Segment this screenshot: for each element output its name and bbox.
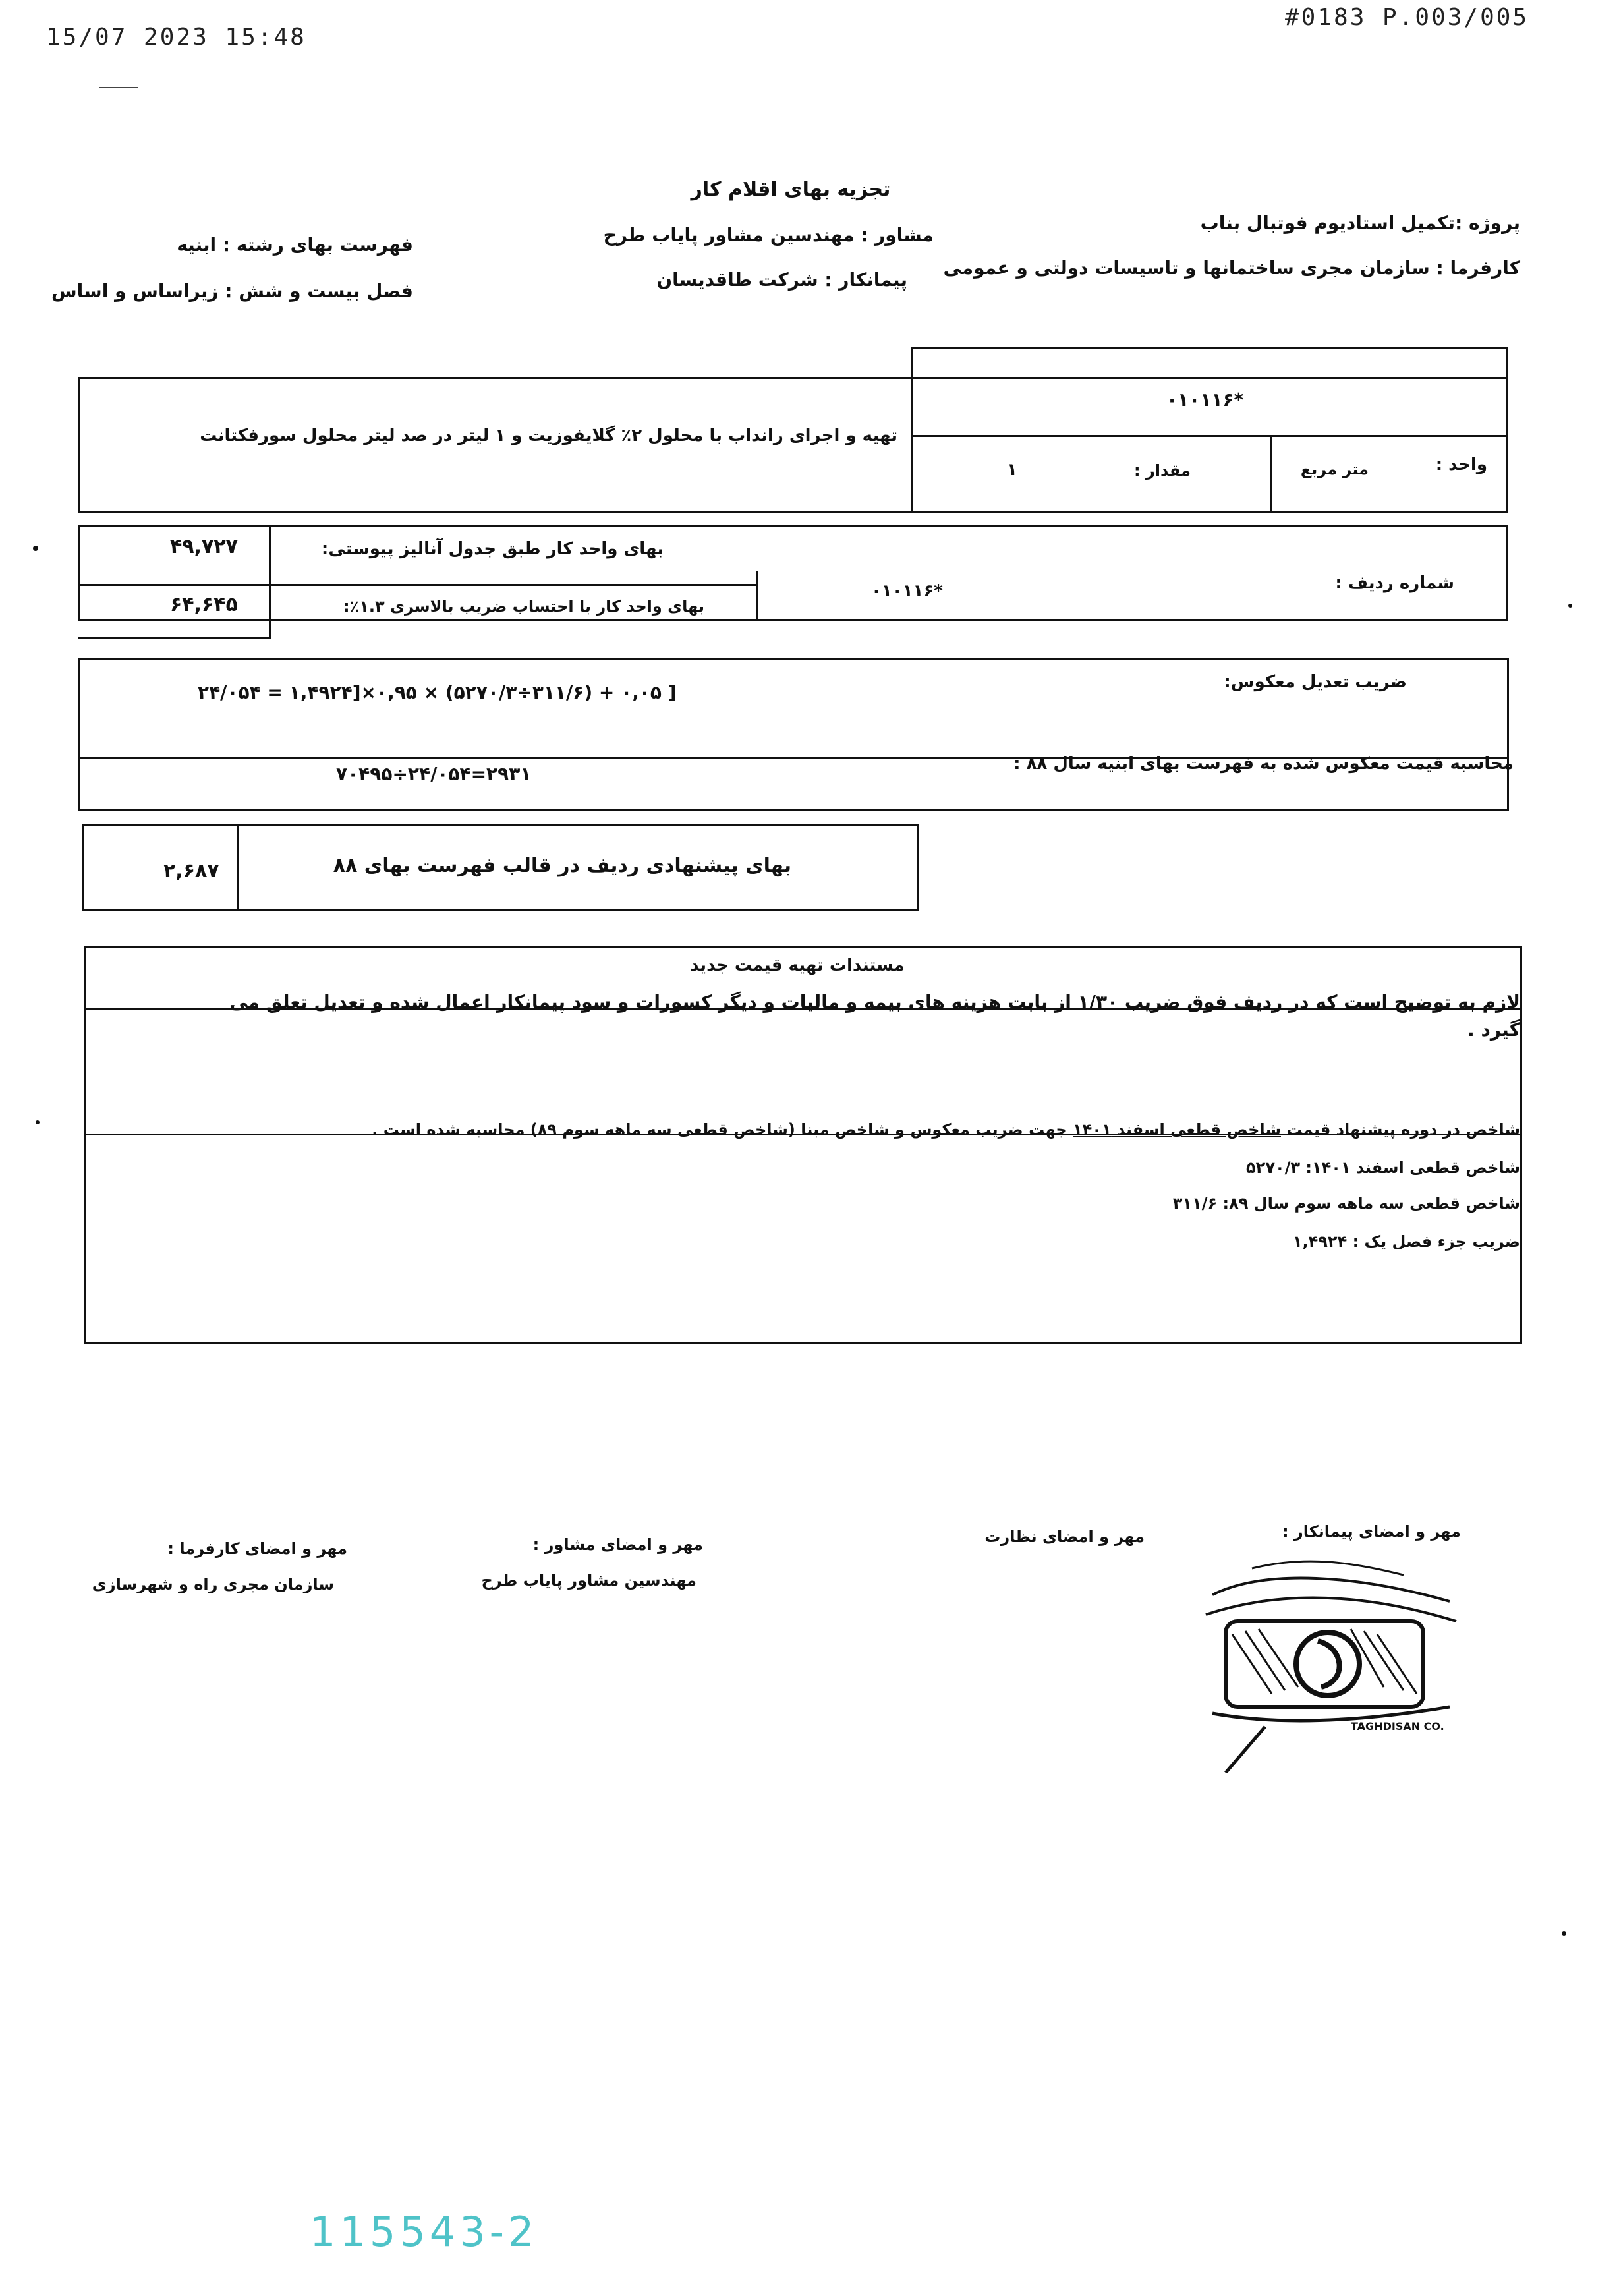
- proposed-value: ۲,۶۸۷: [163, 859, 219, 882]
- unit-label: واحد :: [1435, 455, 1487, 474]
- svg-text:TAGHDISAN CO.: TAGHDISAN CO.: [1351, 1720, 1444, 1733]
- divider: [237, 824, 239, 911]
- contractor-signature-label: مهر و امضای پیمانکار :: [1282, 1522, 1461, 1541]
- quantity-label: مقدار :: [1134, 461, 1191, 480]
- divider: [269, 525, 271, 639]
- quantity-value: ۱: [1007, 460, 1017, 480]
- calc-label: محاسبه قیمت معکوس شده به فهرست بهای ابنیه سال ۸۸ :: [1013, 754, 1514, 774]
- calc-value: ۷۰۴۹۵÷۲۴/۰۵۴=۲۹۳۱: [336, 763, 532, 785]
- docs-title: مستندات تهیه قیمت جدید: [690, 956, 905, 975]
- row-number-value: ۰۱۰۱۱۶*: [871, 581, 943, 601]
- proposed-label: بهای پیشنهادی ردیف در قالب فهرست بهای ۸۸: [333, 854, 791, 877]
- divider: [1270, 435, 1272, 513]
- index-base: شاخص قطعی سه ماهه سوم سال ۸۹: ۳۱۱/۶: [1172, 1194, 1520, 1213]
- price-box: [78, 525, 1508, 621]
- index-line-underlined: شاخص قطعی اسفند ۱۴۰۱: [1073, 1120, 1281, 1139]
- stamp-icon: [1186, 1555, 1463, 1773]
- index-esfand: شاخص قطعی اسفند ۱۴۰۱: ۵۲۷۰/۳: [1246, 1159, 1520, 1177]
- docs-note: لازم به توضیح است که در ردیف فوق ضریب ۱/۳۰ از بابت هزینه های بیمه و مالیات و دیگر کسورات و سود پیمانکار اعمال شده و تعدیل تعلق می گیرد .: [229, 991, 1520, 1041]
- unit-value: متر مربع: [1300, 460, 1369, 478]
- consultant-org: مهندسین مشاور پایاب طرح: [481, 1571, 696, 1590]
- chapter-label: فصل بیست و شش : زیراساس و اساس: [51, 280, 413, 302]
- index-line-pre: شاخص در دوره پیشنهاد قیمت: [1286, 1120, 1520, 1139]
- divider: [78, 637, 269, 639]
- coefficient-label: ضریب تعدیل معکوس:: [1224, 672, 1407, 692]
- divider: [911, 435, 1508, 437]
- item-code-box: [911, 347, 1508, 513]
- consultant-signature-label: مهر و امضای مشاور :: [532, 1535, 703, 1554]
- unit-price-overhead-label: بهای واحد کار با احتساب ضریب بالاسری ۱.۳٪:: [343, 597, 704, 616]
- row-number-label: شماره ردیف :: [1335, 573, 1454, 593]
- divider: [78, 584, 756, 586]
- scan-speck: [36, 1120, 40, 1124]
- contractor-label: پیمانکار : شرکت طاقدیسان: [656, 269, 907, 291]
- handwritten-reference: 115543-2: [310, 2208, 538, 2256]
- divider: [756, 571, 758, 621]
- chapter-coefficient: ضریب جزء فصل یک : ۱,۴۹۲۴: [1292, 1232, 1520, 1251]
- company-stamp: [1186, 1555, 1463, 1775]
- scan-speck: [1562, 1931, 1566, 1936]
- supervision-signature-label: مهر و امضای نظارت: [984, 1528, 1145, 1546]
- scan-speck: [1568, 604, 1572, 608]
- item-code: ۰۱۰۱۱۶*: [1166, 389, 1244, 411]
- price-list-label: فهرست بهای رشته : ابنیه: [177, 234, 413, 256]
- unit-price-value: ۴۹,۷۲۷: [170, 535, 238, 558]
- project-label: پروژه :تکمیل استادیوم فوتبال بناب: [1200, 212, 1520, 234]
- unit-price-overhead-value: ۶۴,۶۴۵: [170, 593, 238, 616]
- employer-org: سازمان مجری راه و شهرسازی: [92, 1575, 334, 1593]
- index-line: [202, 1120, 1520, 1139]
- coefficient-formula: ۲۴/۰۵۴ = ۱,۴۹۲۴]×۰,۹۵ × (۵۲۷۰/۳÷۳۱۱/۶) + ۰,۰۵ ]: [198, 681, 677, 703]
- employer-label: کارفرما : سازمان مجری ساختمانها و تاسیسات دولتی و عمومی: [943, 257, 1520, 279]
- scan-mark: [99, 87, 138, 88]
- scan-speck: [33, 546, 38, 551]
- employer-signature-label: مهر و امضای کارفرما :: [167, 1539, 347, 1558]
- page-title: تجزیه بهای اقلام کار: [691, 178, 891, 201]
- fax-datetime: 15/07 2023 15:48: [46, 24, 306, 51]
- index-line-post: جهت ضریب معکوس و شاخص مبنا (شاخص قطعی سه ماهه سوم ۸۹) محاسبه شده است .: [372, 1120, 1067, 1139]
- item-description: تهیه و اجرای رانداب با محلول ۲٪ گلایفوزیت و ۱ لیتر در صد لیتر محلول سورفکتانت: [200, 426, 897, 445]
- consultant-label: مشاور : مهندسین مشاور پایاب طرح: [603, 224, 934, 246]
- unit-price-label: بهای واحد کار طبق جدول آنالیز پیوستی:: [321, 539, 664, 559]
- fax-page-ref: #0183 P.003/005: [1285, 4, 1529, 31]
